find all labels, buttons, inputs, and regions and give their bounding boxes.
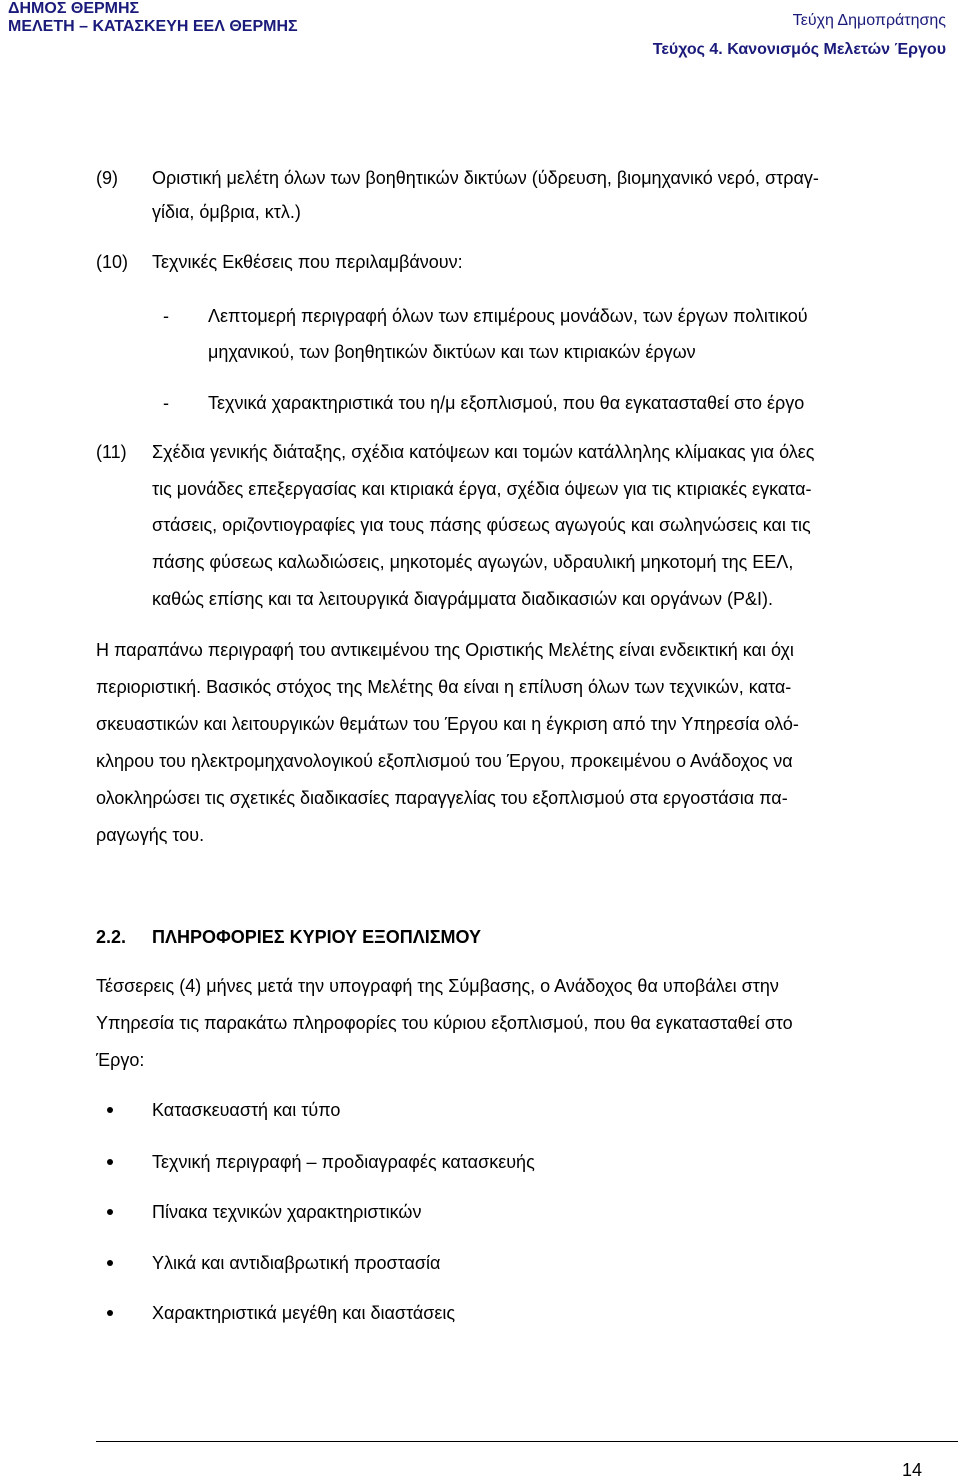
footer-divider [96,1441,958,1442]
item-10-dash-2: - [163,393,169,413]
header-docs: Τεύχη Δημοπράτησης [792,12,946,29]
bullet-dot [107,1209,113,1215]
paragraph-line: περιοριστική. Βασικός στόχος της Μελέτης θα είναι η επίλυση όλων των τεχνικών, κατα- [96,677,792,697]
item-11-number: (11) [96,442,127,462]
item-9-number: (9) [96,168,118,188]
item-9-text-2: γίδια, όμβρια, κτλ.) [152,202,301,222]
item-11-line: Σχέδια γενικής διάταξης, σχέδια κατόψεων και τομών κατάλληλης κλίμακας για όλες [152,442,815,462]
paragraph-line: Η παραπάνω περιγραφή του αντικειμένου της Οριστικής Μελέτης είναι ενδεικτική και όχι [96,640,794,660]
section-intro-line: Υπηρεσία τις παρακάτω πληροφορίες του κύριου εξοπλισμού, που θα εγκατασταθεί στο [96,1013,793,1033]
list-item: Χαρακτηριστικά μεγέθη και διαστάσεις [152,1303,456,1323]
bullet-dot [107,1159,113,1165]
paragraph-line: σκευαστικών και λειτουργικών θεμάτων του Έργου και η έγκριση από την Υπηρεσία ολό- [96,714,799,734]
item-11-line: τις μονάδες επεξεργασίας και κτιριακά έργα, σχέδια όψεων για τις κτιριακές εγκατα- [152,479,812,499]
item-10-sub-2: Τεχνικά χαρακτηριστικά του η/μ εξοπλισμού, που θα εγκατασταθεί στο έργο [208,393,805,413]
item-10-number: (10) [96,252,129,272]
list-item: Τεχνική περιγραφή – προδιαγραφές κατασκευής [152,1152,535,1172]
item-11-line: καθώς επίσης και τα λειτουργικά διαγράμματα διαδικασιών και οργάνων (P&I). [152,589,773,609]
header-volume: Τεύχος 4. Κανονισμός Μελετών Έργου [652,41,946,58]
section-intro-line: Έργο: [96,1050,145,1070]
item-10-sub-1-line-1: Λεπτομερή περιγραφή όλων των επιμέρους μονάδων, των έργων πολιτικού [208,306,808,326]
paragraph-line: ολοκληρώσει τις σχετικές διαδικασίες παραγγελίας του εξοπλισμού στα εργοστάσια πα- [96,788,788,808]
item-10-text: Τεχνικές Εκθέσεις που περιλαμβάνουν: [152,252,463,272]
item-9-text-1: Οριστική μελέτη όλων των βοηθητικών δικτύων (ύδρευση, βιομηχανικό νερό, στραγ- [152,168,819,188]
item-11-line: πάσης φύσεως καλωδιώσεις, μηκοτομές αγωγών, υδραυλική μηκοτομή της ΕΕΛ, [152,552,794,572]
bullet-dot [107,1107,113,1113]
list-item: Κατασκευαστή και τύπο [152,1100,341,1120]
list-item: Υλικά και αντιδιαβρωτική προστασία [152,1253,441,1273]
section-number: 2.2. [96,927,127,947]
header-org: ΔΗΜΟΣ ΘΕΡΜΗΣ [8,0,140,17]
header-project: ΜΕΛΕΤΗ – ΚΑΤΑΣΚΕΥΗ ΕΕΛ ΘΕΡΜΗΣ [8,18,298,35]
page-number: 14 [901,1460,922,1480]
section-intro-line: Τέσσερεις (4) μήνες μετά την υπογραφή της Σύμβασης, ο Ανάδοχος θα υποβάλει στην [96,976,779,996]
item-9-line [152,161,958,195]
item-11-line: στάσεις, οριζοντιογραφίες για τους πάσης φύσεως αγωγούς και σωληνώσεις και τις [152,515,811,535]
item-10-dash-1: - [163,306,169,326]
section-title: ΠΛΗΡΟΦΟΡΙΕΣ ΚΥΡΙΟΥ ΕΞΟΠΛΙΣΜΟΥ [152,927,482,947]
list-item: Πίνακα τεχνικών χαρακτηριστικών [152,1202,422,1222]
bullet-dot [107,1260,113,1266]
item-10-sub-1-line-2: μηχανικού, των βοηθητικών δικτύων και των κτιριακών έργων [208,342,696,362]
paragraph-line: ραγωγής του. [96,825,205,845]
paragraph-line: κληρου του ηλεκτρομηχανολογικού εξοπλισμού του Έργου, προκειμένου ο Ανάδοχος να [96,751,793,771]
bullet-dot [107,1310,113,1316]
